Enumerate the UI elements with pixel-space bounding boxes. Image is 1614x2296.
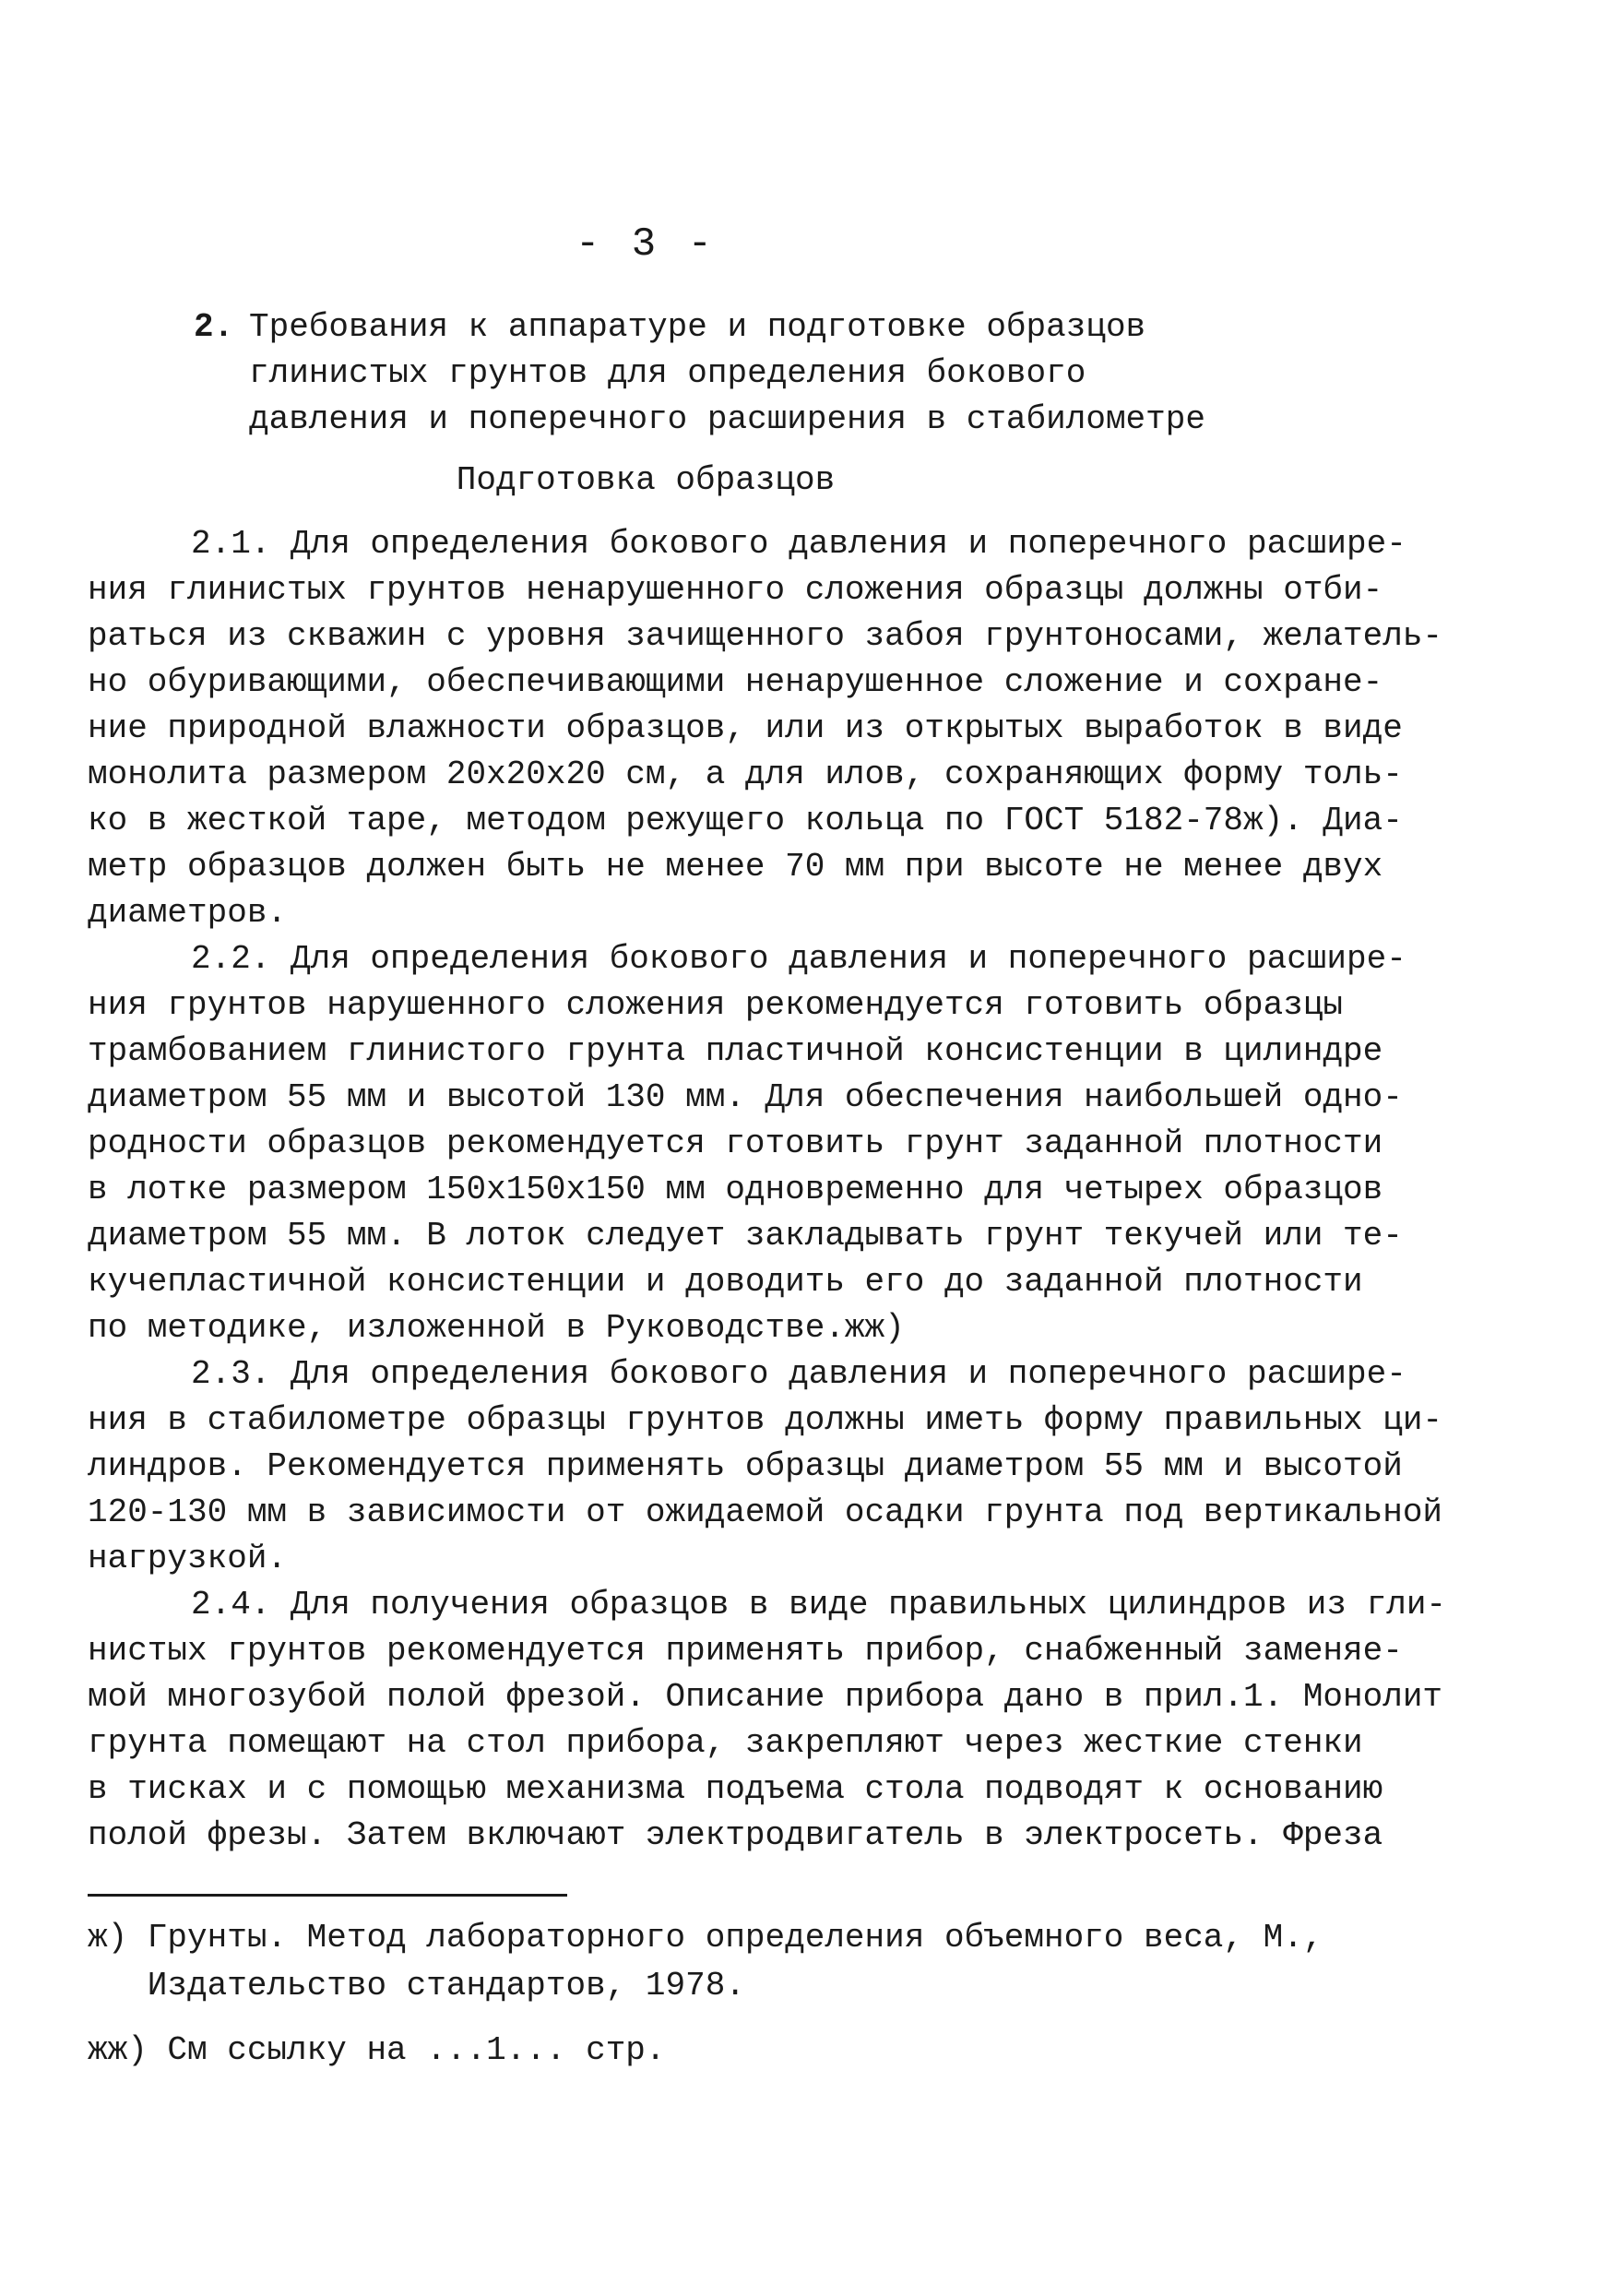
- paragraph-line: 120-130 мм в зависимости от ожидаемой осадки грунта под вертикальной: [88, 1493, 1443, 1531]
- paragraph-line: диаметров.: [88, 894, 288, 932]
- section-title-line: глинистых грунтов для определения бокового: [249, 354, 1086, 392]
- paragraph-line: нистых грунтов рекомендуется применять прибор, снабженный заменяе-: [88, 1632, 1403, 1670]
- footnotes: [88, 1914, 1379, 2075]
- paragraph-line: ко в жесткой таре, методом режущего кольца по ГОСТ 5182-78ж). Диа-: [88, 802, 1403, 839]
- body-text: [88, 521, 1447, 1859]
- section-number: 2.: [194, 308, 234, 346]
- paragraph-line: 2.3. Для определения бокового давления и поперечного расшире-: [191, 1355, 1406, 1393]
- page-number: - 3 -: [575, 221, 717, 268]
- paragraph-line: полой фрезы. Затем включают электродвигатель в электросеть. Фреза: [88, 1816, 1383, 1854]
- subheading: Подготовка образцов: [456, 461, 836, 499]
- paragraph-line: но обуривающими, обеспечивающими ненарушенное сложение и сохране-: [88, 663, 1383, 701]
- paragraph-line: 2.4. Для получения образцов в виде правильных цилиндров из гли-: [191, 1586, 1447, 1624]
- paragraph-line: в тисках и с помощью механизма подъема стола подводят к основанию: [88, 1770, 1383, 1808]
- paragraph-line: грунта помещают на стол прибора, закрепляют через жесткие стенки: [88, 1724, 1363, 1762]
- footnote-line: Издательство стандартов, 1978.: [88, 1967, 745, 2005]
- paragraph-line: по методике, изложенной в Руководстве.жж): [88, 1309, 905, 1347]
- paragraph-line: трамбованием глинистого грунта пластичной консистенции в цилиндре: [88, 1032, 1383, 1070]
- footnote-line: ж) Грунты. Метод лабораторного определения объемного веса, М.,: [88, 1919, 1323, 1957]
- section-title-line: Требования к аппаратуре и подготовке образцов: [249, 308, 1146, 346]
- paragraph-line: ние природной влажности образцов, или из открытых выработок в виде: [88, 709, 1403, 747]
- paragraph-line: метр образцов должен быть не менее 70 мм при высоте не менее двух: [88, 848, 1383, 886]
- paragraph-line: 2.1. Для определения бокового давления и поперечного расшире-: [191, 525, 1406, 563]
- paragraph-line: диаметром 55 мм и высотой 130 мм. Для обеспечения наибольшей одно-: [88, 1078, 1403, 1116]
- paragraph-line: в лотке размером 150х150х150 мм одновременно для четырех образцов: [88, 1171, 1383, 1208]
- paragraph-line: кучепластичной консистенции и доводить его до заданной плотности: [88, 1263, 1363, 1301]
- paragraph-line: ния в стабилометре образцы грунтов должны иметь форму правильных ци-: [88, 1401, 1443, 1439]
- paragraph-line: раться из скважин с уровня зачищенного забоя грунтоносами, желатель-: [88, 617, 1443, 655]
- paragraph-line: ния глинистых грунтов ненарушенного сложения образцы должны отби-: [88, 571, 1383, 609]
- footnote-divider: [88, 1894, 567, 1897]
- paragraph-line: диаметром 55 мм. В лоток следует закладывать грунт текучей или те-: [88, 1217, 1403, 1255]
- paragraph-line: родности образцов рекомендуется готовить грунт заданной плотности: [88, 1124, 1383, 1162]
- section-title-line: давления и поперечного расширения в стабилометре: [249, 400, 1205, 438]
- paragraph-line: монолита размером 20х20х20 см, а для илов, сохраняющих форму толь-: [88, 755, 1403, 793]
- section-heading: [194, 304, 1208, 443]
- paragraph-line: нагрузкой.: [88, 1540, 288, 1577]
- paragraph-line: линдров. Рекомендуется применять образцы диаметром 55 мм и высотой: [88, 1447, 1403, 1485]
- paragraph-line: мой многозубой полой фрезой. Описание прибора дано в прил.1. Монолит: [88, 1678, 1443, 1716]
- paragraph-line: ния грунтов нарушенного сложения рекомендуется готовить образцы: [88, 986, 1344, 1024]
- footnote-line: жж) См ссылку на ...1... стр.: [88, 2031, 666, 2069]
- paragraph-line: 2.2. Для определения бокового давления и поперечного расшире-: [191, 940, 1406, 978]
